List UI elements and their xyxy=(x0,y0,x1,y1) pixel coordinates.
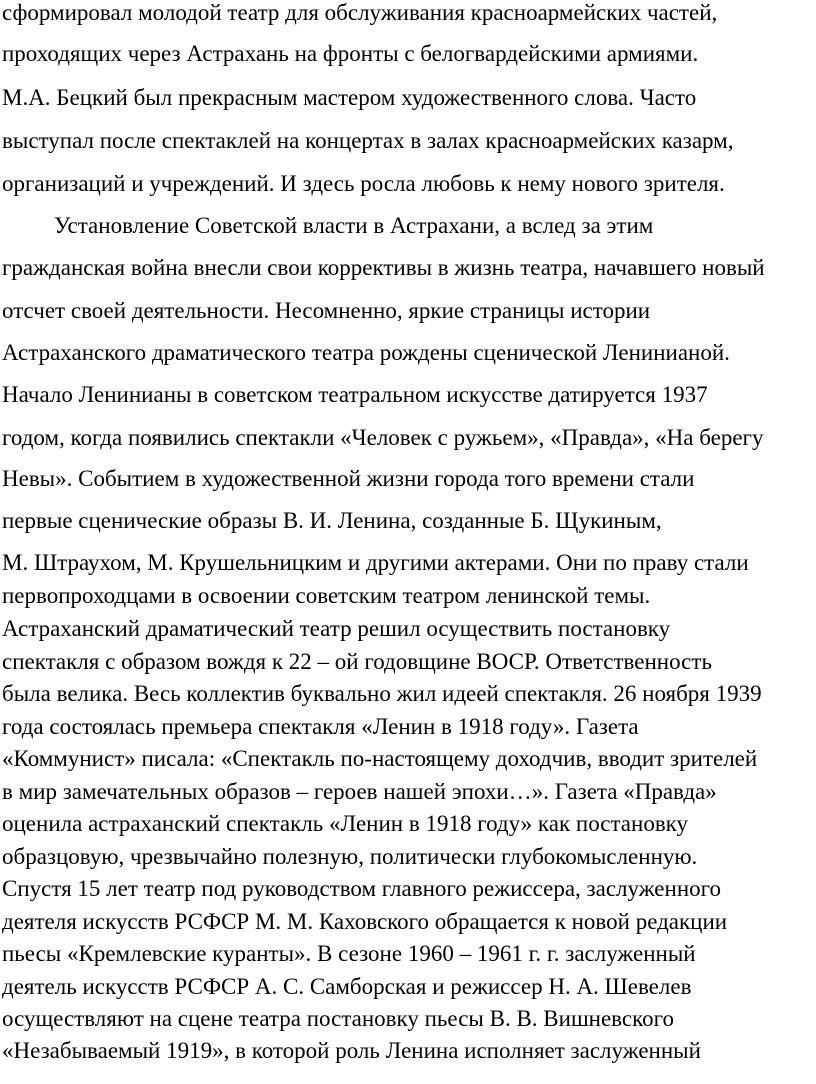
text-line: выступал после спектаклей на концертах в залах красноармейских казарм, xyxy=(2,128,734,153)
text-line: первые сценические образы В. И. Ленина, созданные Б. Щукиным, xyxy=(2,508,662,533)
text-line: деятель искусств РСФСР А. С. Самборская и режиссер Н. А. Шевелев xyxy=(2,974,692,999)
text-line: Астраханского драматического театра рождены сценической Ленинианой. xyxy=(2,340,730,365)
text-line: «Коммунист» писала: «Спектакль по-настоящему доходчив, вводит зрителей xyxy=(2,746,758,771)
text-line: Астраханский драматический театр решил осуществить постановку xyxy=(2,616,671,641)
text-line: в мир замечательных образов – героев нашей эпохи…». Газета «Правда» xyxy=(2,779,717,804)
text-line: М. Штраухом, М. Крушельницким и другими актерами. Они по праву стали xyxy=(2,550,749,575)
text-line: М.А. Бецкий был прекрасным мастером художественного слова. Часто xyxy=(2,85,697,110)
text-line: «Незабываемый 1919», в которой роль Ленина исполняет заслуженный xyxy=(2,1038,701,1063)
text-line: годом, когда появились спектакли «Человек с ружьем», «Правда», «На берегу xyxy=(2,425,764,450)
text-line: отсчет своей деятельности. Несомненно, яркие страницы истории xyxy=(2,298,651,323)
paragraph-first-line: Установление Советской власти в Астрахани, а вслед за этим xyxy=(54,213,654,238)
text-line: года состоялась премьера спектакля «Ленин в 1918 году». Газета xyxy=(2,714,639,739)
text-line: первопроходцами в освоении советским театром ленинской темы. xyxy=(2,583,651,608)
text-line: гражданская война внесли свои коррективы в жизнь театра, начавшего новый xyxy=(2,255,765,280)
text-line: Невы». Событием в художественной жизни города того времени стали xyxy=(2,466,695,491)
text-line: деятеля искусств РСФСР М. М. Каховского обращается к новой редакции xyxy=(2,909,728,934)
text-line: сформировал молодой театр для обслуживания красноармейских частей, xyxy=(2,0,718,25)
text-line: проходящих через Астрахань на фронты с белогвардейскими армиями. xyxy=(2,41,699,66)
text-line: спектакля с образом вождя к 22 – ой годовщине ВОСР. Ответственность xyxy=(2,649,712,674)
text-line: образцовую, чрезвычайно полезную, политически глубокомысленную. xyxy=(2,844,698,869)
text-line: была велика. Весь коллектив буквально жил идеей спектакля. 26 ноября 1939 xyxy=(2,681,762,706)
text-line: осуществляют на сцене театра постановку пьесы В. В. Вишневского xyxy=(2,1006,674,1031)
text-line: организаций и учреждений. И здесь росла любовь к нему нового зрителя. xyxy=(2,171,725,196)
text-line: пьесы «Кремлевские куранты». В сезоне 1960 – 1961 г. г. заслуженный xyxy=(2,941,696,966)
text-line: Начало Ленинианы в советском театральном искусстве датируется 1937 xyxy=(2,382,708,407)
text-line: Спустя 15 лет театр под руководством главного режиссера, заслуженного xyxy=(2,876,721,901)
text-line: оценила астраханский спектакль «Ленин в 1918 году» как постановку xyxy=(2,811,689,836)
